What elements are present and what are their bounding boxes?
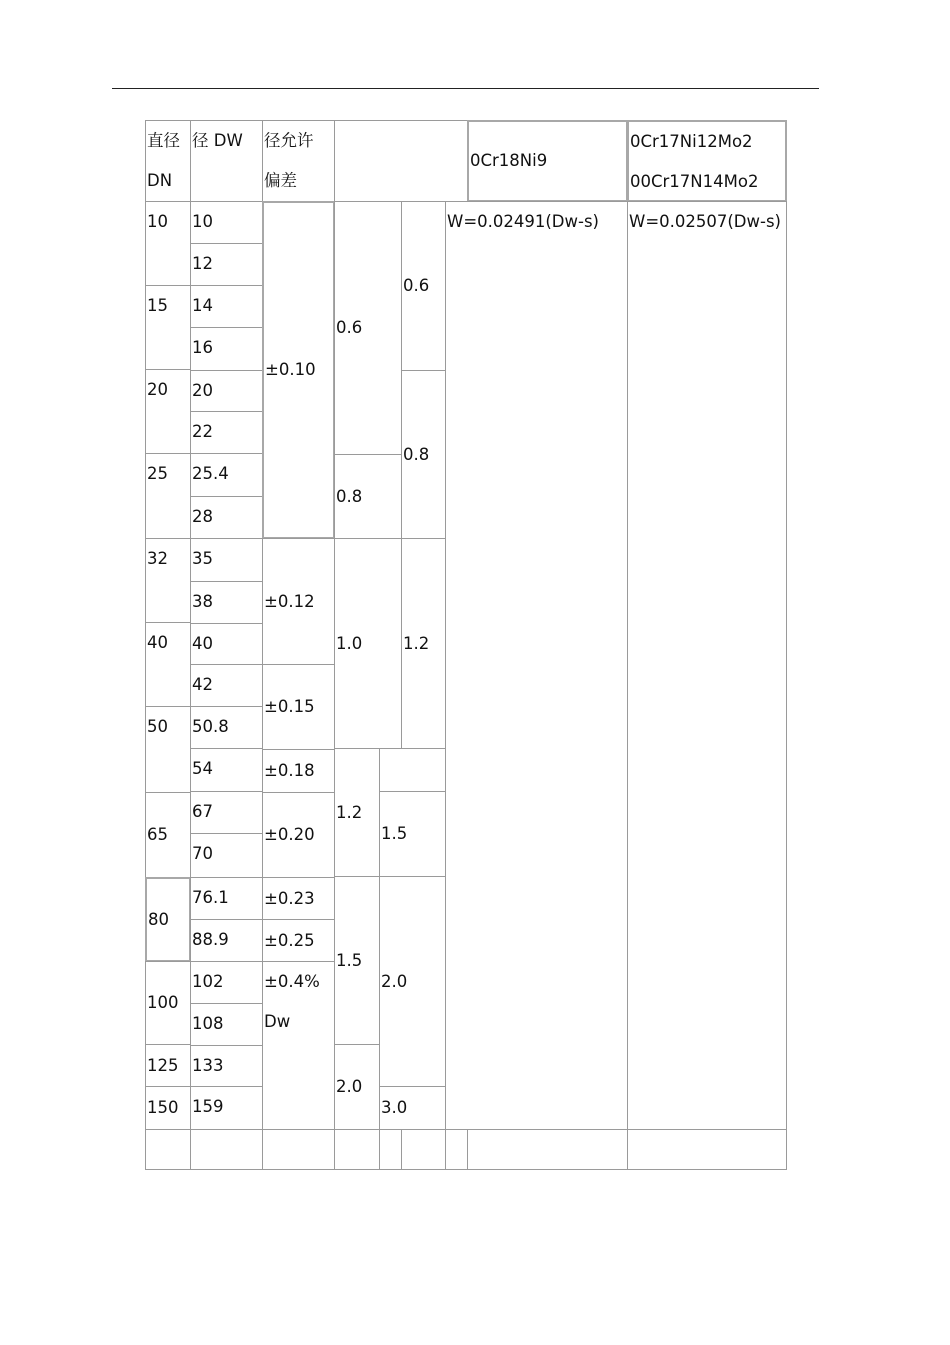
dn-cell: 20 [145, 369, 191, 454]
dn-cell: 50 [145, 706, 191, 793]
bottom-empty-cell [190, 1129, 263, 1170]
bottom-empty-cell [262, 1129, 335, 1170]
bottom-empty-cell [379, 1129, 402, 1170]
dw-cell: 25.4 [190, 453, 263, 497]
tolerance-cell: ±0.20 [262, 792, 335, 878]
dw-cell: 54 [190, 748, 263, 792]
tolerance-cell: ±0.23 [262, 877, 335, 920]
thickness-a-cell: 0.6 [334, 201, 402, 455]
header-material-2 [627, 120, 787, 202]
dw-cell: 28 [190, 496, 263, 539]
thickness-a-cell: 1.5 [334, 876, 380, 1045]
thickness-b-cell: 3.0 [379, 1086, 446, 1130]
dn-cell: 10 [145, 201, 191, 286]
thickness-b-cell: 0.6 [401, 201, 446, 371]
dw-cell: 42 [190, 664, 263, 707]
bottom-empty-cell [467, 1129, 628, 1170]
dw-cell: 76.1 [190, 877, 263, 920]
tolerance-percent-unit: Dw [264, 1012, 291, 1031]
formula-cell-2: W=0.02507(Dw-s) [627, 201, 787, 1130]
header-empty [334, 120, 468, 202]
dw-cell: 70 [190, 833, 263, 878]
bottom-empty-cell [627, 1129, 787, 1170]
dn-cell: 100 [145, 961, 191, 1045]
dw-cell: 35 [190, 538, 263, 582]
tolerance-cell-percent [262, 961, 335, 1130]
bottom-empty-cell [145, 1129, 191, 1170]
dn-cell: 65 [145, 792, 191, 878]
dw-cell: 67 [190, 791, 263, 834]
bottom-empty-cell [445, 1129, 468, 1170]
bottom-empty-cell [401, 1129, 446, 1170]
header-dw [190, 120, 263, 202]
dw-cell: 88.9 [190, 919, 263, 962]
dw-cell: 20 [190, 370, 263, 412]
dw-cell: 14 [190, 285, 263, 328]
thickness-a-cell: 1.2 [334, 748, 380, 877]
dn-cell: 80 [145, 877, 191, 962]
thickness-b-cell: 0.8 [401, 370, 446, 539]
dw-cell: 10 [190, 201, 263, 244]
header-material-2-line1: 0Cr17Ni12Mo2 [630, 132, 753, 151]
thickness-b-cell: 2.0 [379, 876, 446, 1087]
header-material-1 [467, 120, 628, 202]
tolerance-cell: ±0.18 [262, 749, 335, 793]
formula-cell-1: W=0.02491(Dw-s) [445, 201, 628, 1130]
dn-cell: 25 [145, 453, 191, 539]
header-tolerance-line2: 偏差 [264, 171, 297, 190]
header-dn-line1: 直径 [147, 131, 180, 150]
dn-cell: 15 [145, 285, 191, 370]
dw-cell: 16 [190, 327, 263, 371]
thickness-b-cell: 1.5 [379, 791, 446, 877]
dw-cell: 22 [190, 411, 263, 454]
bottom-empty-cell [334, 1129, 380, 1170]
header-tolerance-line1: 径允许 [264, 131, 314, 150]
dw-cell: 40 [190, 623, 263, 665]
dw-cell: 159 [190, 1086, 263, 1130]
dw-cell: 133 [190, 1045, 263, 1087]
thickness-a-cell: 0.8 [334, 454, 402, 539]
dn-cell: 32 [145, 538, 191, 623]
header-dn [145, 120, 191, 202]
tolerance-cell: ±0.12 [262, 538, 335, 665]
header-material-2-line2: 00Cr17N14Mo2 [630, 172, 759, 191]
thickness-a-cell: 2.0 [334, 1044, 380, 1130]
dw-cell: 102 [190, 961, 263, 1004]
header-tolerance [262, 120, 335, 202]
dw-cell: 108 [190, 1003, 263, 1046]
pipe-spec-table [145, 120, 787, 1170]
dn-cell: 40 [145, 622, 191, 707]
header-dw-label: 径 DW [192, 131, 243, 150]
thickness-b-cell: 1.2 [401, 538, 446, 749]
header-material-1-label: 0Cr18Ni9 [470, 151, 548, 170]
dn-cell: 150 [145, 1086, 191, 1130]
header-dn-line2: DN [147, 171, 173, 190]
tolerance-cell: ±0.15 [262, 664, 335, 750]
tolerance-percent: ±0.4% [264, 972, 320, 991]
header-rule [112, 88, 819, 89]
thickness-b-empty [379, 748, 446, 792]
tolerance-cell: ±0.10 [262, 201, 335, 539]
dn-cell: 125 [145, 1044, 191, 1087]
tolerance-cell: ±0.25 [262, 919, 335, 962]
dw-cell: 38 [190, 581, 263, 624]
dw-cell: 50.8 [190, 706, 263, 749]
thickness-a-cell: 1.0 [334, 538, 402, 749]
dw-cell: 12 [190, 243, 263, 286]
